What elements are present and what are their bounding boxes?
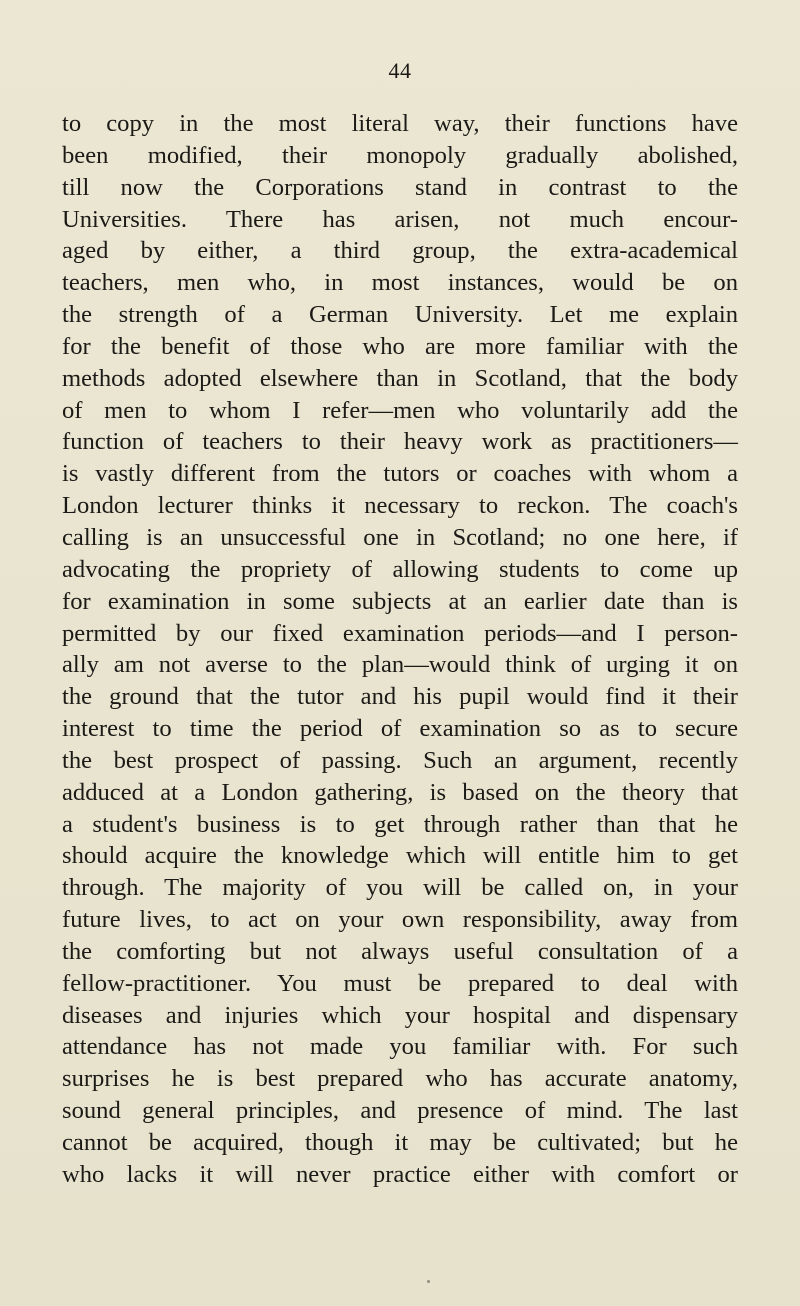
text-line: for examination in some subjects at an earlier date than is [62,587,738,615]
text-line: the ground that the tutor and his pupil would find it their [62,683,738,711]
body-text [62,108,738,1191]
text-line: function of teachers to their heavy work as practitioners— [62,428,738,456]
text-line: aged by either, a third group, the extra-academical [62,237,738,265]
text-line: calling is an unsuccessful one in Scotland; no one here, if [62,523,738,551]
text-line: teachers, men who, in most instances, would be on [62,269,738,297]
text-line: who lacks it will never practice either with comfort or [62,1160,738,1188]
text-line: fellow-practitioner. You must be prepared to deal with [62,969,738,997]
text-line: London lecturer thinks it necessary to reckon. The coach's [62,492,738,520]
text-line: surprises he is best prepared who has accurate anatomy, [62,1065,738,1093]
ink-speck [427,1280,430,1283]
text-line: advocating the propriety of allowing students to come up [62,555,738,583]
text-line: methods adopted elsewhere than in Scotland, that the body [62,364,738,392]
text-line: a student's business is to get through rather than that he [62,810,738,838]
text-line: should acquire the knowledge which will entitle him to get [62,842,738,870]
text-line: adduced at a London gathering, is based on the theory that [62,778,738,806]
text-line: cannot be acquired, though it may be cultivated; but he [62,1129,738,1156]
text-line: till now the Corporations stand in contrast to the [62,173,738,201]
text-line: ally am not averse to the plan—would think of urging it on [62,651,738,679]
text-line: diseases and injuries which your hospital and dispensary [62,1001,738,1029]
text-line: future lives, to act on your own responsibility, away from [62,906,738,934]
text-line: Universities. There has arisen, not much encour- [62,205,738,233]
text-line: permitted by our fixed examination periods—and I person- [62,619,738,647]
text-line: to copy in the most literal way, their functions have [62,110,738,137]
text-line: interest to time the period of examination so as to secure [62,715,738,743]
text-line: of men to whom I refer—men who voluntarily add the [62,396,738,424]
text-line: is vastly different from the tutors or coaches with whom a [62,460,738,488]
text-line: been modified, their monopoly gradually abolished, [62,141,738,169]
text-line: the comforting but not always useful consultation of a [62,937,738,965]
page-number: 44 [388,58,412,83]
text-line: through. The majority of you will be called on, in your [62,874,738,902]
text-line: attendance has not made you familiar with. For such [62,1033,738,1061]
text-line: the best prospect of passing. Such an argument, recently [62,746,738,774]
text-line: the strength of a German University. Let me explain [62,301,738,329]
text-line: for the benefit of those who are more familiar with the [62,332,738,360]
text-line: sound general principles, and presence of mind. The last [62,1097,738,1125]
